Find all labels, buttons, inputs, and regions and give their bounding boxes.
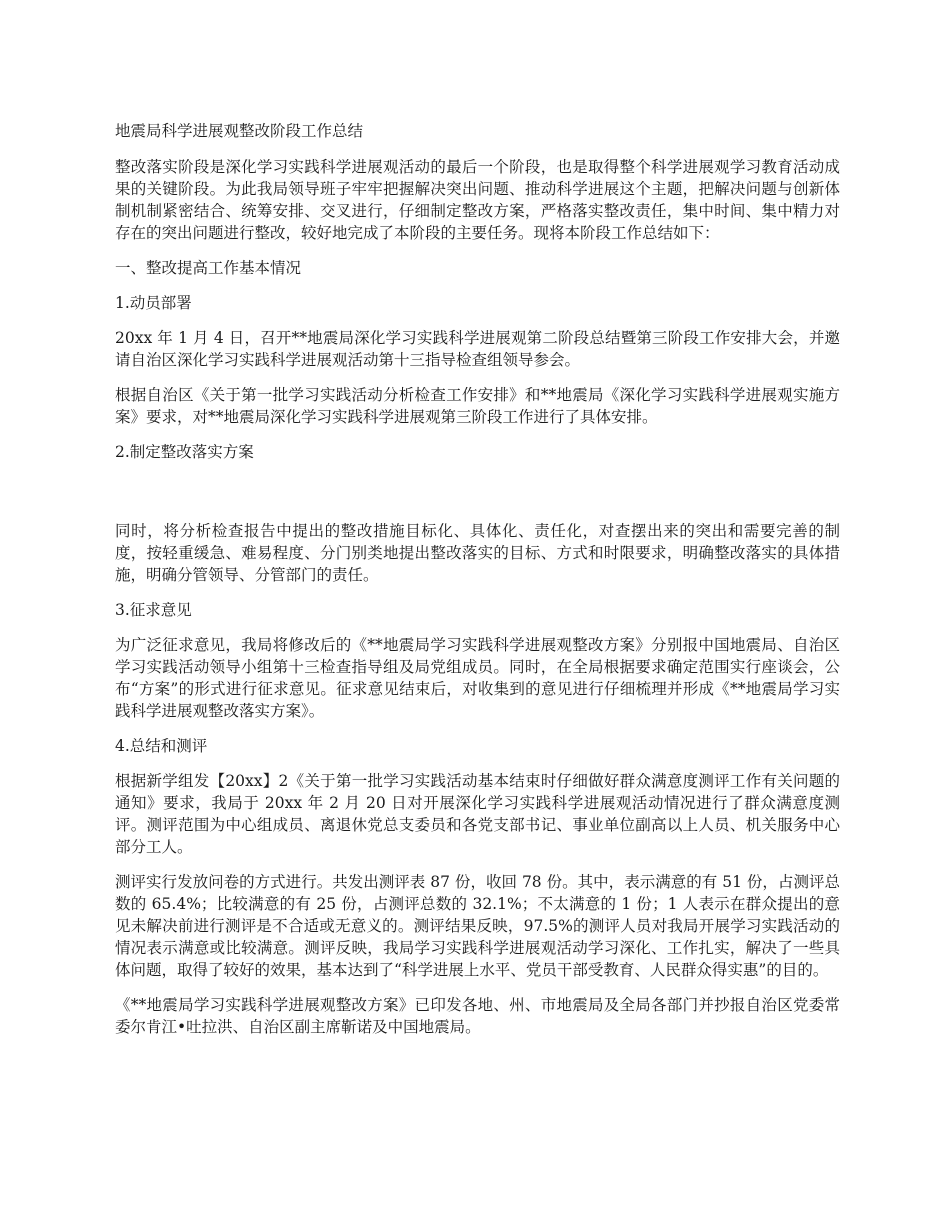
blank-space bbox=[115, 476, 840, 520]
paragraph-distribution: 《**地震局学习实践科学进展观整改方案》已印发各地、州、市地震局及全局各部门并抄报自治区党委常委尔肯江•吐拉洪、自治区副主席靳诺及中国地震局。 bbox=[115, 996, 840, 1036]
document-page bbox=[115, 120, 840, 1051]
paragraph-measures: 同时，将分析检查报告中提出的整改措施目标化、具体化、责任化，对查摆出来的突出和需要完善的制度，按轻重缓急、难易程度、分门别类地提出整改落实的目标、方式和时限要求，明确整改落实的具体措施，明确分管领导、分管部门的责任。 bbox=[115, 522, 840, 584]
paragraph-evaluation-results: 测评实行发放问卷的方式进行。共发出测评表 87 份，收回 78 份。其中，表示满意的有 51 份，占测评总数的 65.4%；比较满意的有 25 份，占测评总数的 32.1%；不太满意的 1 份；1 人表示在群众提出的意见未解决前进行测评是不合适或无意义的。测评结果反映，97.5%的测评人员对我局开展学习实践活动的情况表示满意或比较满意。测评反映，我局学习实践科学进展观活动学习深化、工作扎实，解决了一些具体问题，取得了较好的效果，基本达到了“科学进展上水平、党员干部受教育、人民群众得实惠”的目的。 bbox=[115, 873, 840, 979]
paragraph-opinions: 为广泛征求意见，我局将修改后的《**地震局学习实践科学进展观整改方案》分别报中国地震局、自治区学习实践活动领导小组第十三检查指导组及局党组成员。同时，在全局根据要求确定范围实行座谈会，公布“方案”的形式进行征求意见。征求意见结束后，对收集到的意见进行仔细梳理并形成《**地震局学习实践科学进展观整改落实方案》。 bbox=[115, 636, 840, 720]
section-heading-1: 一、整改提高工作基本情况 bbox=[115, 259, 302, 277]
document-title: 地震局科学进展观整改阶段工作总结 bbox=[115, 122, 364, 140]
intro-paragraph: 整改落实阶段是深化学习实践科学进展观活动的最后一个阶段，也是取得整个科学进展观学习教育活动成果的关键阶段。为此我局领导班子牢牢把握解决突出问题、推动科学进展这个主题，把解决问题与创新体制机制紧密结合、统筹安排、交叉进行，仔细制定整改方案，严格落实整改责任，集中时间、集中精力对存在的突出问题进行整改，较好地完成了本阶段的主要任务。现将本阶段工作总结如下： bbox=[115, 158, 840, 242]
paragraph-arrangement: 根据自治区《关于第一批学习实践活动分析检查工作安排》和**地震局《深化学习实践科学进展观实施方案》要求，对**地震局深化学习实践科学进展观第三阶段工作进行了具体安排。 bbox=[115, 386, 840, 426]
subheading-plan: 2.制定整改落实方案 bbox=[115, 443, 254, 461]
paragraph-meeting: 20xx 年 1 月 4 日，召开**地震局深化学习实践科学进展观第二阶段总结暨第三阶段工作安排大会，并邀请自治区深化学习实践科学进展观活动第十三指导检查组领导参会。 bbox=[115, 329, 840, 369]
paragraph-evaluation-notice: 根据新学组发【20xx】2《关于第一批学习实践活动基本结束时仔细做好群众满意度测评工作有关问题的通知》要求，我局于 20xx 年 2 月 20 日对开展深化学习实践科学进展观活动情况进行了群众满意度测评。测评范围为中心组成员、离退休党总支委员和各党支部书记、事业单位副高以上人员、机关服务中心部分工人。 bbox=[115, 772, 840, 856]
subheading-evaluation: 4.总结和测评 bbox=[115, 737, 208, 755]
subheading-mobilization: 1.动员部署 bbox=[115, 294, 192, 312]
subheading-opinions: 3.征求意见 bbox=[115, 601, 192, 619]
